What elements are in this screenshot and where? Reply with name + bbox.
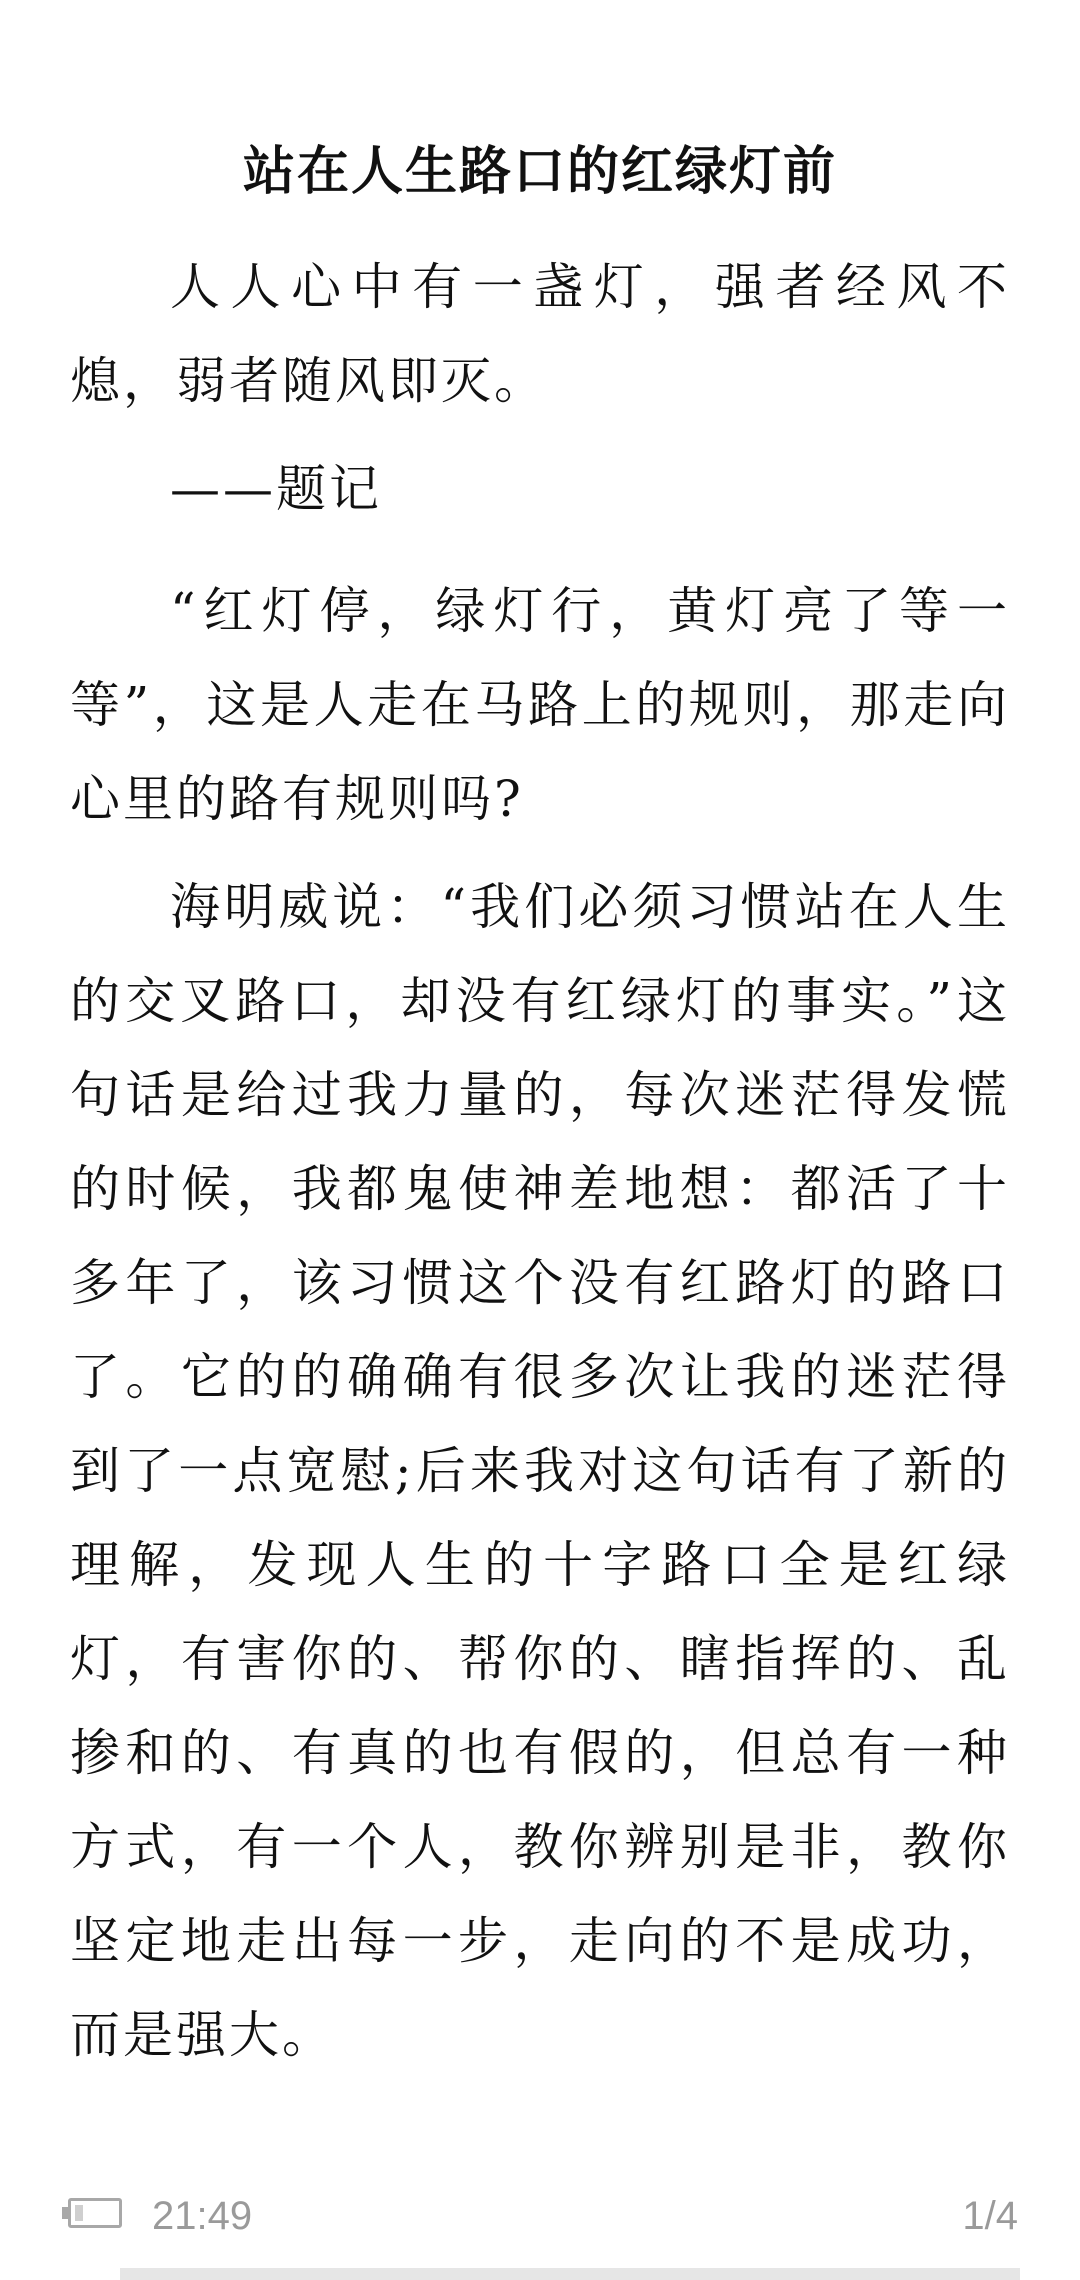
status-time: 21:49 bbox=[152, 2194, 253, 2238]
body-paragraph: “红灯停，绿灯行，黄灯亮了等一等”，这是人走在马路上的规则，那走向心里的路有规则吗? bbox=[70, 582, 1010, 828]
epigraph-paragraph: 人人心中有一盏灯，强者经风不熄，弱者随风即灭。 bbox=[70, 258, 1010, 410]
battery-low-icon bbox=[62, 2198, 126, 2230]
epigraph-signature: ——题记 bbox=[170, 460, 382, 518]
body-paragraph: 海明威说：“我们必须习惯站在人生的交叉路口，却没有红绿灯的事实。”这句话是给过我力量的，每次迷茫得发慌的时候，我都鬼使神差地想：都活了十多年了，该习惯这个没有红路灯的路口了。它的的确确有很多次让我的迷茫得到了一点宽慰;后来我对这句话有了新的理解，发现人生的十字路口全是红绿灯，有害你的、帮你的、瞎指挥的、乱掺和的、有真的也有假的，但总有一种方式，有一个人，教你辨别是非，教你坚定地走出每一步，走向的不是成功，而是强大。 bbox=[70, 878, 1010, 2064]
article-body bbox=[70, 240, 1010, 2096]
reader-status-bar bbox=[62, 2188, 1018, 2244]
article-title: 站在人生路口的红绿灯前 bbox=[242, 141, 837, 202]
bottom-bar-divider bbox=[120, 2268, 1020, 2280]
page-indicator: 1/4 bbox=[962, 2194, 1018, 2238]
